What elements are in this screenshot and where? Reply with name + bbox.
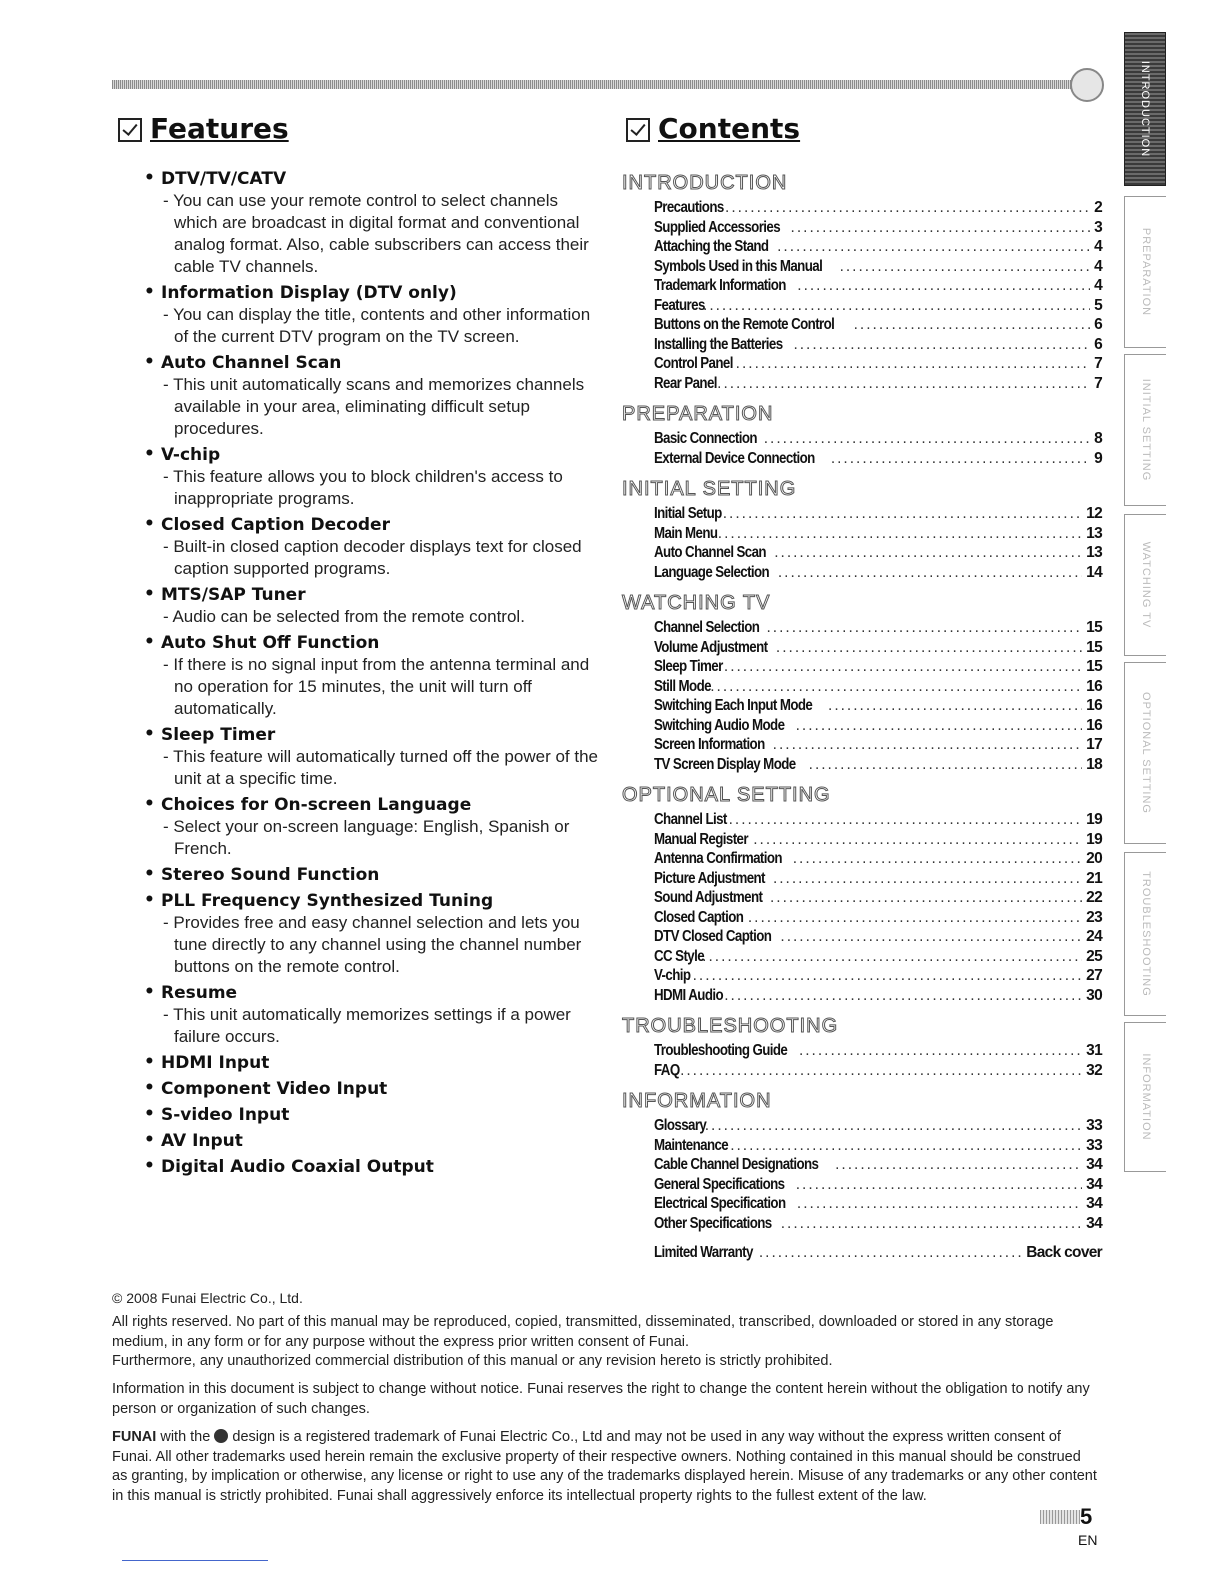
feature-description: - Provides free and easy channel selection and lets you tune directly to any channel using the channel number buttons on the remote control. [161, 912, 604, 978]
toc-entry [622, 335, 1102, 355]
toc-entry [622, 966, 1102, 986]
funai-logo-icon [214, 1429, 228, 1443]
toc-entry [622, 198, 1102, 218]
toc-leader-dots [773, 869, 1082, 889]
toc-page-number: 17 [1086, 736, 1102, 753]
toc-section [622, 399, 1102, 468]
toc-leader-dots [809, 755, 1083, 775]
feature-item [144, 1052, 604, 1074]
side-tab-label: OPTIONAL SETTING [1139, 692, 1152, 814]
toc-leader-dots [770, 888, 1082, 908]
feature-description: - Built-in closed caption decoder displays text for closed caption supported programs. [161, 536, 604, 580]
toc-entry [622, 563, 1102, 583]
toc-entry-name: External Device Connection [654, 449, 815, 467]
feature-item [144, 794, 604, 860]
checkbox-icon [118, 118, 142, 142]
feature-title: • Auto Channel Scan [161, 353, 342, 373]
toc-leader-dots [702, 947, 1082, 967]
toc-leader-dots [776, 638, 1082, 658]
toc-page-number: 4 [1094, 238, 1102, 255]
toc-page-number: 31 [1086, 1042, 1102, 1059]
toc-leader-dots [717, 374, 1090, 394]
toc-entry-name: Troubleshooting Guide [654, 1042, 788, 1059]
header-bar [112, 80, 1078, 89]
toc-leader-dots [764, 429, 1090, 449]
toc-leader-dots [736, 354, 1090, 374]
toc-page-number: 18 [1086, 755, 1102, 773]
feature-item [144, 890, 604, 978]
toc-leader-dots [835, 1155, 1082, 1175]
toc-section [622, 168, 1102, 393]
feature-title: • Digital Audio Coaxial Output [161, 1157, 434, 1177]
side-tab-label: INTRODUCTION [1139, 60, 1151, 158]
side-tab-optional-setting[interactable] [1124, 662, 1166, 844]
toc-page-number: 9 [1094, 449, 1102, 467]
toc-section-heading: INFORMATION [622, 1090, 772, 1112]
toc-leader-dots [729, 810, 1083, 830]
toc-entry-name: TV Screen Display Mode [654, 755, 796, 773]
feature-title: • Choices for On-screen Language [161, 795, 472, 815]
contents-title: Contents [658, 112, 801, 145]
toc-leader-dots [781, 1214, 1082, 1234]
toc-page-number: 5 [1094, 296, 1102, 314]
toc-page-number: 13 [1086, 544, 1102, 561]
toc-page-number: 15 [1086, 619, 1102, 636]
toc-entry [622, 257, 1102, 277]
toc-page-number: 4 [1094, 257, 1102, 275]
feature-item [144, 632, 604, 720]
toc-entry [622, 638, 1102, 658]
feature-title: • HDMI Input [161, 1053, 270, 1073]
toc-entry-name: Language Selection [654, 563, 770, 581]
feature-title: • MTS/SAP Tuner [161, 585, 306, 605]
toc-leader-dots [759, 1243, 1022, 1263]
checkbox-icon [626, 118, 650, 142]
toc-entry-name: FAQ [654, 1061, 680, 1079]
information-text: Information in this document is subject to change without notice. Funai reserves the right to change the content herein without the obligation to notify any person or organization of such changes. [112, 1381, 1090, 1417]
toc-leader-dots [773, 735, 1083, 755]
toc-page-number: 33 [1086, 1117, 1102, 1134]
toc-entry [622, 1155, 1102, 1175]
toc-entry-name: Buttons on the Remote Control [654, 316, 835, 333]
toc-entry-name: Trademark Information [654, 277, 786, 294]
toc-page-number: 4 [1094, 277, 1102, 294]
feature-title: • Resume [161, 983, 238, 1003]
feature-title: • S-video Input [161, 1105, 290, 1125]
feature-item [144, 1078, 604, 1100]
features-title: Features [150, 112, 289, 145]
toc-leader-dots [674, 1061, 1082, 1081]
toc-entry [622, 449, 1102, 469]
toc-entry-name: Initial Setup [654, 505, 722, 522]
feature-description: - This unit automatically memorizes settings if a power failure occurs. [161, 1004, 604, 1048]
toc-entry-name: Basic Connection [654, 430, 757, 447]
footer-rule [122, 1560, 268, 1561]
toc-entry [622, 657, 1102, 677]
toc-leader-dots [799, 1041, 1082, 1061]
toc-leader-dots [793, 849, 1082, 869]
toc-entry [622, 296, 1102, 316]
page-number: 5 [1080, 1504, 1093, 1529]
toc-entry-name: Volume Adjustment [654, 638, 768, 656]
toc-entry-name: Manual Register [654, 830, 748, 848]
side-tab-label: INITIAL SETTING [1139, 378, 1152, 482]
toc-entry-name: Cable Channel Designations [654, 1156, 819, 1173]
toc-entry [622, 888, 1102, 908]
feature-item [144, 982, 604, 1048]
toc-entry [622, 1041, 1102, 1061]
toc-entry [622, 696, 1102, 716]
feature-title: • PLL Frequency Synthesized Tuning [161, 891, 494, 911]
toc-leader-dots [796, 1175, 1082, 1195]
toc-leader-dots [854, 315, 1090, 335]
toc-leader-dots [730, 1136, 1082, 1156]
toc-entry [622, 374, 1102, 394]
toc-entry-name: General Specifications [654, 1175, 785, 1193]
toc-entry [622, 1194, 1102, 1214]
toc-entry [622, 908, 1102, 928]
feature-description: - You can display the title, contents and other information of the current DTV program on the TV screen. [161, 304, 604, 348]
toc-page-number: 24 [1086, 928, 1102, 945]
toc-page-number: 3 [1094, 218, 1102, 236]
toc-entry-warranty [622, 1243, 1102, 1263]
toc-leader-dots [777, 237, 1090, 257]
toc-page-number: 7 [1094, 374, 1102, 392]
toc-leader-dots [797, 276, 1090, 296]
toc-entry-name: Auto Channel Scan [654, 544, 766, 561]
toc-page-number: 30 [1086, 986, 1102, 1004]
toc-page-number: 19 [1086, 830, 1102, 848]
toc-entry-name: Limited Warranty [654, 1244, 753, 1261]
toc-entry [622, 927, 1102, 947]
toc-page-number: 15 [1086, 638, 1102, 656]
toc-page-number: 23 [1086, 908, 1102, 926]
toc-entry-name: Main Menu [654, 524, 718, 542]
feature-title: • Auto Shut Off Function [161, 633, 380, 653]
side-tab-watching-tv[interactable] [1124, 514, 1166, 656]
toc-entry-name: Control Panel [654, 355, 733, 372]
page-number-pattern [1040, 1510, 1080, 1524]
toc-entry [622, 1175, 1102, 1195]
toc-leader-dots [703, 296, 1090, 316]
feature-item [144, 1156, 604, 1178]
toc-entry-name: Precautions [654, 199, 724, 216]
toc-entry-name: Rear Panel [654, 374, 717, 392]
feature-title: • Sleep Timer [161, 725, 276, 745]
toc-page-number: 2 [1094, 199, 1102, 216]
feature-description: - You can use your remote control to select channels which are broadcast in digital format and conventional analog format. Also, cable subscribers can access their cable TV channels. [161, 190, 604, 278]
toc-leader-dots [710, 677, 1082, 697]
feature-title: • AV Input [161, 1131, 243, 1151]
toc-entry [622, 735, 1102, 755]
toc-section [622, 474, 1102, 582]
toc-page-number: 14 [1086, 563, 1102, 581]
toc-section [622, 1011, 1102, 1080]
contents-heading [626, 112, 800, 145]
toc-leader-dots [831, 449, 1090, 469]
toc-section-heading: INITIAL SETTING [622, 478, 797, 500]
toc-entry [622, 810, 1102, 830]
toc-entry [622, 543, 1102, 563]
toc-page-number: 16 [1086, 677, 1102, 695]
side-tab-label: PREPARATION [1139, 227, 1152, 317]
toc-entry [622, 869, 1102, 889]
toc-page-number: 32 [1086, 1061, 1102, 1079]
side-tab-troubleshooting[interactable] [1124, 852, 1166, 1016]
toc-page-number: 19 [1086, 811, 1102, 828]
toc-entry-name: Screen Information [654, 736, 765, 753]
feature-item [144, 724, 604, 790]
toc-entry [622, 618, 1102, 638]
feature-description: - If there is no signal input from the antenna terminal and no operation for 15 minutes, the unit will turn off automatically. [161, 654, 604, 720]
toc-entry [622, 237, 1102, 257]
toc-entry [622, 1116, 1102, 1136]
toc-page-number: 21 [1086, 869, 1102, 887]
toc-entry [622, 1214, 1102, 1234]
toc-leader-dots [718, 524, 1082, 544]
toc-leader-dots [724, 986, 1082, 1006]
toc-page-number: 8 [1094, 430, 1102, 447]
toc-leader-dots [774, 543, 1082, 563]
funai-brand: FUNAI [112, 1429, 157, 1445]
toc-entry [622, 429, 1102, 449]
feature-item [144, 168, 604, 278]
toc-entry-name: Antenna Confirmation [654, 850, 782, 867]
toc-entry [622, 1136, 1102, 1156]
toc-entry-name: CC Style [654, 947, 705, 965]
features-list [144, 168, 604, 1182]
side-tab-initial-setting[interactable] [1124, 354, 1166, 506]
toc-entry [622, 315, 1102, 335]
toc-entry-name: Sound Adjustment [654, 889, 763, 906]
toc-section [622, 780, 1102, 1005]
toc-entry-name: Switching Each Input Mode [654, 697, 813, 714]
toc-leader-dots [766, 618, 1082, 638]
toc-entry-name: Electrical Specification [654, 1195, 786, 1212]
feature-description: - Select your on-screen language: English, Spanish or French. [161, 816, 604, 860]
toc-section-heading: WATCHING TV [622, 592, 771, 614]
toc-page-number: 20 [1086, 850, 1102, 867]
toc-page-number: 6 [1094, 335, 1102, 353]
side-tab-label: TROUBLESHOOTING [1139, 871, 1152, 997]
toc-section-heading: TROUBLESHOOTING [622, 1015, 839, 1037]
toc-page-number: 16 [1086, 697, 1102, 714]
feature-item [144, 282, 604, 348]
feature-item [144, 352, 604, 440]
toc-page-number: 7 [1094, 355, 1102, 372]
toc-leader-dots [748, 908, 1082, 928]
toc-leader-dots [778, 563, 1082, 583]
toc-entry [622, 830, 1102, 850]
toc-entry-name: Attaching the Stand [654, 238, 769, 255]
side-tab-preparation[interactable] [1124, 196, 1166, 348]
toc-leader-dots [723, 504, 1082, 524]
toc-leader-dots [753, 830, 1082, 850]
toc-leader-dots [796, 716, 1083, 736]
side-tab-label: INFORMATION [1139, 1053, 1152, 1141]
toc-entry [622, 716, 1102, 736]
toc-page-number: 27 [1086, 967, 1102, 984]
toc-entry-name: V-chip [654, 967, 691, 984]
header-bar-end-circle [1070, 68, 1104, 102]
side-tab-information[interactable] [1124, 1022, 1166, 1172]
language-label: EN [1078, 1532, 1098, 1548]
rights-text: All rights reserved. No part of this manual may be reproduced, copied, transmitted, disseminated, transcribed, downloaded or stored in any storage medium, in any form or for any purpose without the express prior written consent of Funai. Furthermore, any unauthorized commercial distribution of this manual or any revision hereto is strictly prohibited. [112, 1314, 1054, 1369]
toc-section [622, 1086, 1102, 1233]
toc-leader-dots [686, 966, 1082, 986]
toc-entry-name: Other Specifications [654, 1214, 772, 1232]
toc-entry-name: Still Mode [654, 677, 711, 695]
feature-title: • Closed Caption Decoder [161, 515, 390, 535]
toc-entry [622, 849, 1102, 869]
toc-leader-dots [724, 657, 1082, 677]
toc-leader-dots [797, 1194, 1082, 1214]
toc-leader-dots [705, 1116, 1082, 1136]
toc-entry-name: Maintenance [654, 1136, 729, 1154]
feature-description: - This unit automatically scans and memorizes channels available in your area, eliminating difficult setup procedures. [161, 374, 604, 440]
toc-page-number: 25 [1086, 947, 1102, 965]
toc-entry-name: Closed Caption [654, 908, 744, 926]
toc-page-number: 33 [1086, 1136, 1102, 1154]
toc-page-number: 34 [1086, 1214, 1102, 1232]
side-tab-introduction[interactable] [1124, 32, 1166, 186]
toc-entry-name: Supplied Accessories [654, 218, 781, 236]
trademark-text: FUNAI with the design is a registered trademark of Funai Electric Co., Ltd and may not be used in any way without the express written consent of Funai. All other trademarks used herein remain the exclusive property of their respective owners. Nothing contained in this manual should be construed as granting, by implication or otherwise, any license or right to use any of the trademarks displayed herein. Misuse of any trademarks or any other content in this manual is strictly prohibited. Funai shall aggressively enforce its intellectual property rights to the fullest extent of the law. [112, 1429, 1097, 1504]
feature-title: • Information Display (DTV only) [161, 283, 457, 303]
toc-leader-dots [793, 335, 1090, 355]
feature-description: - This feature allows you to block children's access to inappropriate programs. [161, 466, 604, 510]
toc-leader-dots [828, 696, 1082, 716]
toc-entry [622, 524, 1102, 544]
toc-entry-name: Channel Selection [654, 619, 760, 636]
features-heading [118, 112, 289, 145]
table-of-contents [622, 168, 1102, 1263]
toc-entry-name: Installing the Batteries [654, 335, 783, 353]
toc-entry [622, 947, 1102, 967]
toc-entry [622, 1061, 1102, 1081]
toc-entry-name: Channel List [654, 811, 727, 828]
toc-page-number: 34 [1086, 1156, 1102, 1173]
toc-leader-dots [780, 927, 1082, 947]
toc-page-number: 12 [1086, 505, 1102, 522]
toc-page-number: 22 [1086, 889, 1102, 906]
toc-page-number: 34 [1086, 1195, 1102, 1212]
toc-entry [622, 504, 1102, 524]
toc-section-heading: INTRODUCTION [622, 172, 788, 194]
toc-entry-name: Glossary [654, 1117, 707, 1134]
side-tab-label: WATCHING TV [1139, 541, 1152, 629]
toc-page-number: 13 [1086, 524, 1102, 542]
toc-entry-name: Sleep Timer [654, 658, 723, 675]
feature-item [144, 584, 604, 628]
toc-page-number: 15 [1086, 658, 1102, 675]
feature-title: • Component Video Input [161, 1079, 388, 1099]
toc-page-number: 34 [1086, 1175, 1102, 1193]
toc-leader-dots [791, 218, 1091, 238]
feature-title: • Stereo Sound Function [161, 865, 380, 885]
toc-entry-name: Features [654, 296, 705, 314]
toc-entry-name: Switching Audio Mode [654, 716, 785, 734]
toc-section-heading: PREPARATION [622, 403, 774, 425]
feature-title: • DTV/TV/CATV [161, 169, 287, 189]
toc-entry [622, 276, 1102, 296]
feature-description: - Audio can be selected from the remote control. [161, 606, 604, 628]
toc-section-heading: OPTIONAL SETTING [622, 784, 831, 806]
copyright: © 2008 Funai Electric Co., Ltd. [112, 1290, 303, 1306]
feature-item [144, 1104, 604, 1126]
toc-entry-name: DTV Closed Caption [654, 928, 772, 945]
toc-entry [622, 677, 1102, 697]
toc-entry [622, 354, 1102, 374]
feature-item [144, 1130, 604, 1152]
toc-entry-name: Symbols Used in this Manual [654, 257, 823, 275]
feature-item [144, 514, 604, 580]
toc-entry-name: HDMI Audio [654, 986, 724, 1004]
toc-page-number: Back cover [1026, 1244, 1102, 1261]
feature-description: - This feature will automatically turned off the power of the unit at a specific time. [161, 746, 604, 790]
toc-entry [622, 986, 1102, 1006]
toc-leader-dots [725, 198, 1090, 218]
toc-page-number: 6 [1094, 316, 1102, 333]
toc-leader-dots [840, 257, 1091, 277]
toc-page-number: 16 [1086, 716, 1102, 734]
toc-entry-name: Picture Adjustment [654, 869, 765, 887]
toc-entry [622, 755, 1102, 775]
toc-section [622, 588, 1102, 774]
feature-item [144, 444, 604, 510]
feature-item [144, 864, 604, 886]
feature-title: • V-chip [161, 445, 221, 465]
toc-entry [622, 218, 1102, 238]
